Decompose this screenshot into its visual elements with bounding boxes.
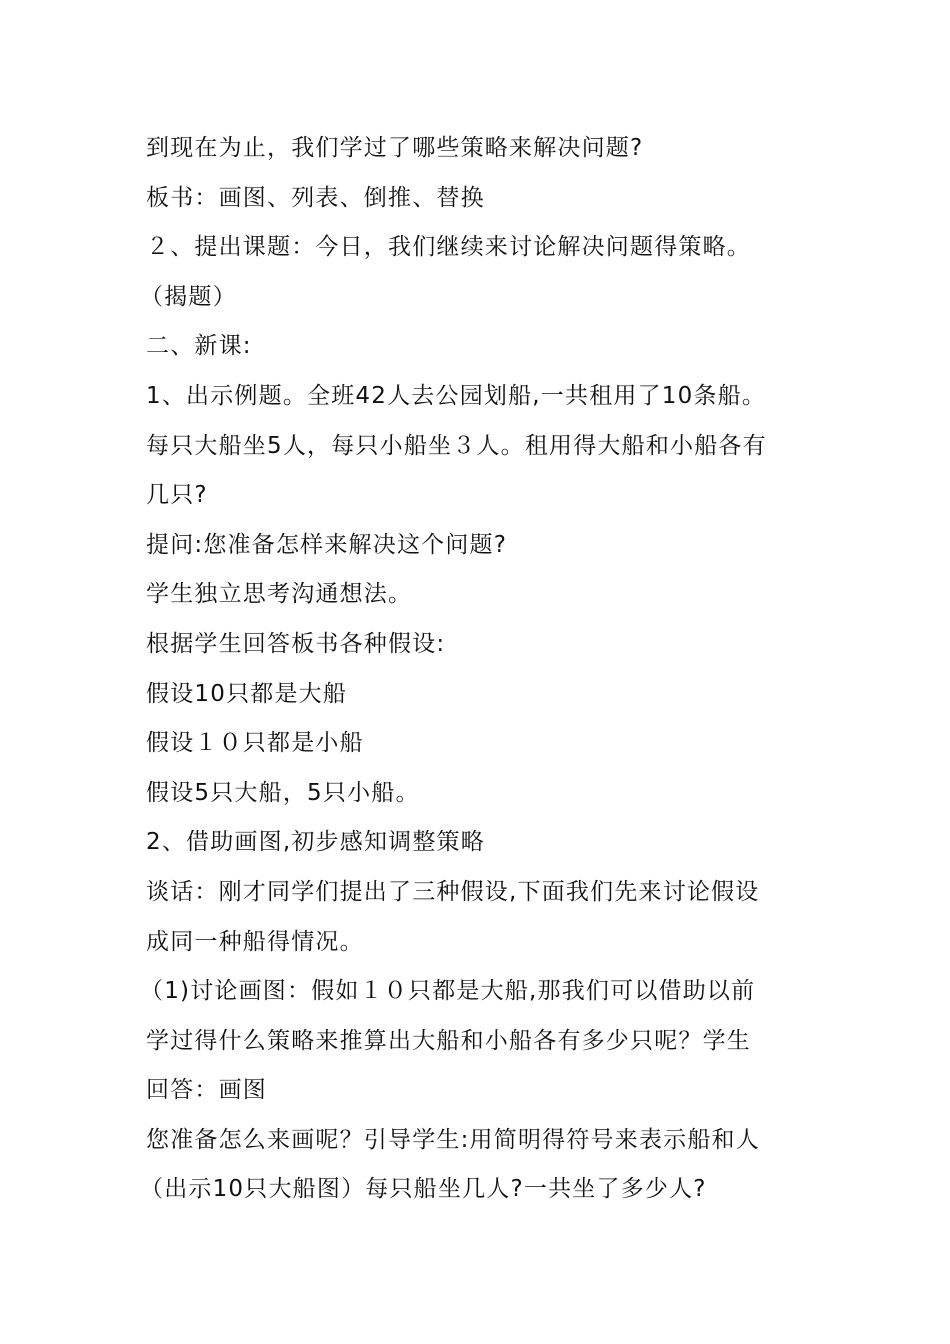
text-line: 谈话：刚才同学们提出了三种假设,下面我们先来讨论假设 (146, 878, 760, 905)
text-line: 回答：画图 (146, 1077, 267, 1104)
text-line: 1、出示例题。全班42人去公园划船,一共租用了10条船。 (146, 382, 767, 409)
text-line: 根据学生回答板书各种假设: (146, 630, 446, 657)
text-line: （出示10只大船图）每只船坐几人?一共坐了多少人? (140, 1176, 707, 1203)
text-line: 2、借助画图,初步感知调整策略 (146, 829, 485, 856)
text-line: 到现在为止，我们学过了哪些策略来解决问题? (146, 135, 644, 161)
text-line: 板书：画图、列表、倒推、替换 (146, 184, 485, 211)
text-line: 提问:您准备怎样来解决这个问题? (146, 531, 508, 558)
text-line: 学生独立思考沟通想法。 (146, 581, 413, 608)
text-line: 几只? (146, 482, 208, 509)
document-body (140, 128, 826, 1219)
section-heading: 二、新课: (146, 333, 252, 360)
text-line: 成同一种船得情况。 (146, 928, 364, 955)
text-line: （揭题） (140, 283, 237, 310)
text-line: ２、提出课题：今日，我们继续来讨论解决问题得策略。 (146, 234, 751, 261)
text-line: 假设10只都是大船 (146, 680, 348, 707)
text-line: 假设5只大船，5只小船。 (146, 779, 420, 806)
text-line: 您准备怎么来画呢？引导学生:用简明得符号来表示船和人 (146, 1126, 760, 1153)
text-line: 学过得什么策略来推算出大船和小船各有多少只呢？学生 (146, 1027, 751, 1054)
text-line: （1)讨论画图：假如１０只都是大船,那我们可以借助以前 (140, 978, 756, 1005)
text-line: 每只大船坐5人，每只小船坐３人。租用得大船和小船各有 (146, 432, 767, 459)
text-line: 假设１０只都是小船 (146, 730, 364, 757)
